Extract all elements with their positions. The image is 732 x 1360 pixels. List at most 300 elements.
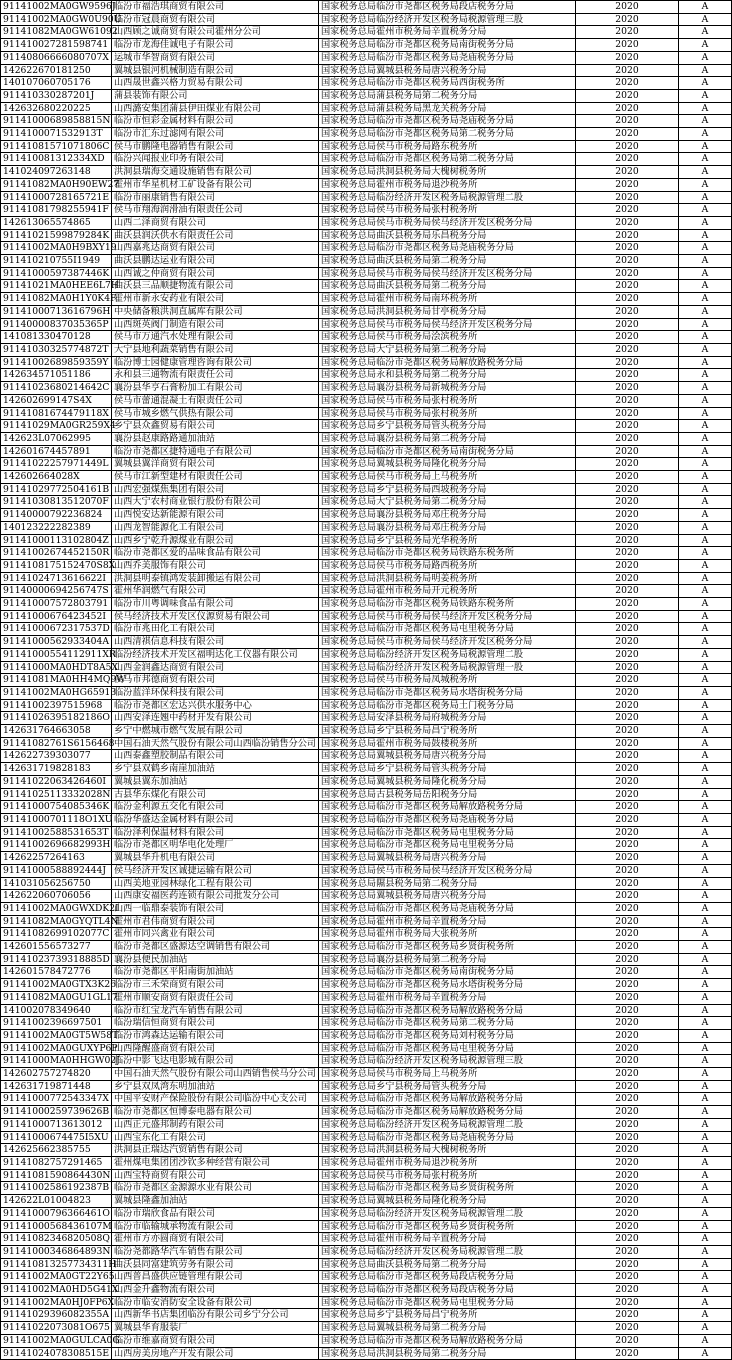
table-row xyxy=(1,242,732,255)
company-name-cell: 临汾市尧都区恒博泰电器有限公司 xyxy=(112,1106,319,1119)
table-row xyxy=(1,699,732,712)
rating-cell: A xyxy=(679,255,732,268)
table-row xyxy=(1,877,732,890)
company-name-cell: 临汾市丽康销售有限公司 xyxy=(112,191,319,204)
year-cell: 2020 xyxy=(576,1245,679,1258)
year-cell: 2020 xyxy=(576,509,679,522)
company-name-cell: 中国石油天然气股份有限公司山西临汾销售分公司 xyxy=(112,737,319,750)
rating-cell: A xyxy=(679,140,732,153)
tax-authority-cell: 国家税务总局乡宁县税务局管头税务分局 xyxy=(319,1080,576,1093)
tax-authority-cell: 国家税务总局霍州市税务局辛置税务分局 xyxy=(319,26,576,39)
tax-authority-cell: 国家税务总局临汾市尧都区税务局水塔街税务分局 xyxy=(319,979,576,992)
taxpayer-id-cell: 91141029396082355A xyxy=(1,1309,112,1322)
year-cell: 2020 xyxy=(576,775,679,788)
year-cell: 2020 xyxy=(576,814,679,827)
tax-authority-cell: 国家税务总局临汾经济开发区税务局税源管理二股 xyxy=(319,1207,576,1220)
year-cell: 2020 xyxy=(576,204,679,217)
year-cell: 2020 xyxy=(576,623,679,636)
tax-authority-cell: 国家税务总局大宁县税务局第二税务分局 xyxy=(319,496,576,509)
taxpayer-id-cell: 91141000672317537D xyxy=(1,623,112,636)
tax-authority-cell: 国家税务总局大宁县税务局第二税务分局 xyxy=(319,343,576,356)
taxpayer-id-cell: 91141002MA0GT22Y65 xyxy=(1,1271,112,1284)
taxpayer-id-cell: 91141022063426460I xyxy=(1,775,112,788)
taxpayer-id-cell: 91140000694256747S xyxy=(1,585,112,598)
tax-authority-cell: 国家税务总局曲沃县税务局第二税务分局 xyxy=(319,255,576,268)
tax-authority-cell: 国家税务总局洪洞县税务局大槐树税务所 xyxy=(319,1144,576,1157)
tax-authority-cell: 国家税务总局临汾经济开发区税务局税源管理三股 xyxy=(319,13,576,26)
rating-cell: A xyxy=(679,966,732,979)
table-row xyxy=(1,280,732,293)
company-name-cell: 山西宏强煤焦集团有限公司 xyxy=(112,483,319,496)
rating-cell: A xyxy=(679,1245,732,1258)
taxpayer-id-cell: 91141029MA0GR259X4 xyxy=(1,420,112,433)
taxpayer-id-cell: 91141000676423452I xyxy=(1,610,112,623)
taxpayer-id-cell: 91141002MA0H9BXY19 xyxy=(1,242,112,255)
company-name-cell: 临汾经济技术开发区福明达化工仪器有限公司 xyxy=(112,648,319,661)
company-name-cell: 临汾市红宝龙汽车销售有限公司 xyxy=(112,1004,319,1017)
tax-authority-cell: 国家税务总局侯马市税务局上马税务所 xyxy=(319,1068,576,1081)
company-name-cell: 翼城县翼东加油站 xyxy=(112,775,319,788)
tax-authority-cell: 国家税务总局蒲县税务局第二税务分局 xyxy=(319,89,576,102)
company-name-cell: 乡宁县众鑫贸易有限公司 xyxy=(112,420,319,433)
rating-cell: A xyxy=(679,1182,732,1195)
table-row xyxy=(1,775,732,788)
taxpayer-id-cell: 91141000772543347X xyxy=(1,1093,112,1106)
taxpayer-id-cell: 91141000259739626B xyxy=(1,1106,112,1119)
year-cell: 2020 xyxy=(576,445,679,458)
year-cell: 2020 xyxy=(576,26,679,39)
tax-authority-cell: 国家税务总局古县税务局岳阳税务分局 xyxy=(319,788,576,801)
taxpayer-id-cell: 140107060705176 xyxy=(1,77,112,90)
company-name-cell: 洪洞县正瑞达汽贸销售有限公司 xyxy=(112,1144,319,1157)
table-row xyxy=(1,356,732,369)
rating-cell: A xyxy=(679,941,732,954)
table-row xyxy=(1,1195,732,1208)
rating-cell: A xyxy=(679,572,732,585)
tax-authority-cell: 国家税务总局临汾市尧都区税务局水塔街税务分局 xyxy=(319,686,576,699)
tax-authority-cell: 国家税务总局翼城县税务局唐兴税务分局 xyxy=(319,64,576,77)
taxpayer-id-cell: 91141022073081O675 xyxy=(1,1322,112,1335)
year-cell: 2020 xyxy=(576,1207,679,1220)
taxpayer-id-cell: 142623L07062995 xyxy=(1,432,112,445)
table-row xyxy=(1,725,732,738)
rating-cell: A xyxy=(679,737,732,750)
tax-authority-cell: 国家税务总局侯马市税务局侯马经济开发区税务分局 xyxy=(319,216,576,229)
year-cell: 2020 xyxy=(576,242,679,255)
rating-cell: A xyxy=(679,801,732,814)
rating-cell: A xyxy=(679,991,732,1004)
company-name-cell: 临汾市尧都区捷特通电子有限公司 xyxy=(112,445,319,458)
rating-cell: A xyxy=(679,788,732,801)
year-cell: 2020 xyxy=(576,877,679,890)
tax-authority-cell: 国家税务总局临汾市尧都区税务局屯里税务分局 xyxy=(319,826,576,839)
table-row xyxy=(1,255,732,268)
taxpayer-id-cell: 91141002MA0GT5W58T xyxy=(1,1029,112,1042)
taxpayer-id-cell: 91141082MA0GW61092 xyxy=(1,26,112,39)
taxpayer-id-cell: 91141000113102804Z xyxy=(1,534,112,547)
rating-cell: A xyxy=(679,166,732,179)
table-row xyxy=(1,1055,732,1068)
tax-authority-cell: 国家税务总局临汾市尧都区税务局刘村税务分局 xyxy=(319,1029,576,1042)
rating-cell: A xyxy=(679,1322,732,1335)
taxpayer-id-cell: 91141024713616622I xyxy=(1,572,112,585)
rating-cell: A xyxy=(679,356,732,369)
taxpayer-id-cell: 91141082761S6156468 xyxy=(1,737,112,750)
table-row xyxy=(1,293,732,306)
year-cell: 2020 xyxy=(576,267,679,280)
rating-cell: A xyxy=(679,1,732,14)
year-cell: 2020 xyxy=(576,534,679,547)
company-name-cell: 侯马市万通汽水处理有限公司 xyxy=(112,331,319,344)
tax-authority-cell: 国家税务总局侯马市税务局张村税务所 xyxy=(319,407,576,420)
year-cell: 2020 xyxy=(576,801,679,814)
taxpayer-id-cell: 91141002MA0HD5G41X xyxy=(1,1284,112,1297)
year-cell: 2020 xyxy=(576,788,679,801)
year-cell: 2020 xyxy=(576,1309,679,1322)
company-name-cell: 翼城县翼洋商贸有限公司 xyxy=(112,458,319,471)
year-cell: 2020 xyxy=(576,1156,679,1169)
company-name-cell: 侯马经济开发区诚捷运输有限公司 xyxy=(112,864,319,877)
taxpayer-id-cell: 142601674457891 xyxy=(1,445,112,458)
taxpayer-id-cell: 91141000MA0HDT8A5X xyxy=(1,661,112,674)
rating-cell: A xyxy=(679,229,732,242)
tax-authority-cell: 国家税务总局侯马市税务局凤城税务所 xyxy=(319,674,576,687)
rating-cell: A xyxy=(679,750,732,763)
taxpayer-id-cell: 91141000713616796H xyxy=(1,305,112,318)
table-row xyxy=(1,852,732,865)
company-name-cell: 山西清祺信息科技有限公司 xyxy=(112,636,319,649)
taxpayer-id-cell: 91141082757291465 xyxy=(1,1156,112,1169)
company-name-cell: 侯马经济技术开发区仪源贸易有限公司 xyxy=(112,610,319,623)
company-name-cell: 山西悦安达新能源有限公司 xyxy=(112,509,319,522)
tax-authority-cell: 国家税务总局蒲县税务局黑龙关税务分局 xyxy=(319,102,576,115)
tax-authority-cell: 国家税务总局临汾市尧都区税务局解放路税务分局 xyxy=(319,1106,576,1119)
taxpayer-id-cell: 91141000346864893N xyxy=(1,1245,112,1258)
tax-authority-cell: 国家税务总局临汾市尧都区税务局尧庙税务分局 xyxy=(319,814,576,827)
rating-cell: A xyxy=(679,1195,732,1208)
year-cell: 2020 xyxy=(576,915,679,928)
table-row xyxy=(1,51,732,64)
year-cell: 2020 xyxy=(576,1322,679,1335)
rating-cell: A xyxy=(679,1233,732,1246)
rating-cell: A xyxy=(679,471,732,484)
company-name-cell: 山西普昌盛供应链管理有限公司 xyxy=(112,1271,319,1284)
rating-cell: A xyxy=(679,1055,732,1068)
company-name-cell: 临汾市尧都区金源源水业有限公司 xyxy=(112,1182,319,1195)
year-cell: 2020 xyxy=(576,1118,679,1131)
company-name-cell: 山西金升鑫物流有限公司 xyxy=(112,1284,319,1297)
rating-cell: A xyxy=(679,598,732,611)
company-name-cell: 中央储备粮洪洞直属库有限公司 xyxy=(112,305,319,318)
tax-authority-cell: 国家税务总局临汾市尧都区税务局屯里税务分局 xyxy=(319,1042,576,1055)
table-row xyxy=(1,191,732,204)
company-name-cell: 中国石油天然气股份有限公司山西销售侯马分公司 xyxy=(112,1068,319,1081)
rating-cell: A xyxy=(679,305,732,318)
taxpayer-id-cell: 91141000796366461O xyxy=(1,1207,112,1220)
year-cell: 2020 xyxy=(576,191,679,204)
taxpayer-id-cell: 91141002586192387B xyxy=(1,1182,112,1195)
company-name-cell: 霍州市顺安商贸有限责任公司 xyxy=(112,991,319,1004)
year-cell: 2020 xyxy=(576,280,679,293)
tax-authority-cell: 国家税务总局临汾市尧都区税务局乡贤街税务所 xyxy=(319,1182,576,1195)
company-name-cell: 襄汾县便民加油站 xyxy=(112,953,319,966)
rating-cell: A xyxy=(679,1284,732,1297)
tax-authority-cell: 国家税务总局翼城县税务局唐兴税务分局 xyxy=(319,852,576,865)
table-row xyxy=(1,915,732,928)
taxpayer-id-cell: 91141000MA0HHGW02J xyxy=(1,1055,112,1068)
year-cell: 2020 xyxy=(576,102,679,115)
year-cell: 2020 xyxy=(576,1106,679,1119)
table-row xyxy=(1,445,732,458)
company-name-cell: 洪洞县瑞海交通设施销售有限公司 xyxy=(112,166,319,179)
year-cell: 2020 xyxy=(576,763,679,776)
table-row xyxy=(1,1220,732,1233)
year-cell: 2020 xyxy=(576,1080,679,1093)
company-name-cell: 临汾金利源五交化有限公司 xyxy=(112,801,319,814)
taxpayer-id-cell: 91141002MA0HG65913 xyxy=(1,686,112,699)
company-name-cell: 山西康安福医药连锁有限公司批发分公司 xyxy=(112,890,319,903)
table-row xyxy=(1,267,732,280)
year-cell: 2020 xyxy=(576,737,679,750)
year-cell: 2020 xyxy=(576,39,679,52)
company-name-cell: 临汾市川粤调味食品有限公司 xyxy=(112,598,319,611)
rating-cell: A xyxy=(679,89,732,102)
tax-authority-cell: 国家税务总局襄汾县税务局第二税务分局 xyxy=(319,953,576,966)
tax-authority-cell: 国家税务总局临汾市尧都区税务局土门税务分局 xyxy=(319,699,576,712)
company-name-cell: 霍州市方亦圆商贸有限公司 xyxy=(112,1233,319,1246)
company-name-cell: 山西一临鼎泰装饰有限公司 xyxy=(112,902,319,915)
taxpayer-id-cell: 911410813257734311H xyxy=(1,1258,112,1271)
year-cell: 2020 xyxy=(576,51,679,64)
year-cell: 2020 xyxy=(576,572,679,585)
company-name-cell: 乡宁县双凤湾东明加油站 xyxy=(112,1080,319,1093)
table-row xyxy=(1,432,732,445)
year-cell: 2020 xyxy=(576,216,679,229)
year-cell: 2020 xyxy=(576,1195,679,1208)
company-name-cell: 翼城县华升机电有限公司 xyxy=(112,852,319,865)
year-cell: 2020 xyxy=(576,128,679,141)
rating-cell: A xyxy=(679,547,732,560)
table-row xyxy=(1,1080,732,1093)
table-row xyxy=(1,1068,732,1081)
company-name-cell: 临汾市鸿森达运输有限公司 xyxy=(112,1029,319,1042)
table-row xyxy=(1,77,732,90)
year-cell: 2020 xyxy=(576,839,679,852)
company-name-cell: 临汾蓝洋环保科技有限公司 xyxy=(112,686,319,699)
tax-authority-cell: 国家税务总局临汾市尧都区税务局解放路税务分局 xyxy=(319,801,576,814)
tax-authority-cell: 国家税务总局侯马市税务局侯马经济开发区税务分局 xyxy=(319,610,576,623)
year-cell: 2020 xyxy=(576,648,679,661)
taxpayer-id-cell: 91141023739318885D xyxy=(1,953,112,966)
rating-cell: A xyxy=(679,445,732,458)
company-name-cell: 山西乡宁乾升源煤业有限公司 xyxy=(112,534,319,547)
year-cell: 2020 xyxy=(576,1347,679,1360)
company-name-cell: 侯马市城乡燃气供热有限公司 xyxy=(112,407,319,420)
rating-cell: A xyxy=(679,318,732,331)
tax-authority-cell: 国家税务总局临汾市尧都区税务局尧庙税务分局 xyxy=(319,51,576,64)
tax-authority-cell: 国家税务总局侯马市税务局侯马经济开发区税务分局 xyxy=(319,267,576,280)
table-row xyxy=(1,814,732,827)
year-cell: 2020 xyxy=(576,382,679,395)
tax-authority-cell: 国家税务总局临汾经济开发区税务局税源管理一股 xyxy=(319,661,576,674)
rating-cell: A xyxy=(679,1106,732,1119)
rating-cell: A xyxy=(679,369,732,382)
rating-cell: A xyxy=(679,394,732,407)
year-cell: 2020 xyxy=(576,293,679,306)
tax-authority-cell: 国家税务总局临汾市尧都区税务局屯里税务分局 xyxy=(319,623,576,636)
tax-authority-cell: 国家税务总局临汾经济开发区税务局税源管理三股 xyxy=(319,1055,576,1068)
company-name-cell: 山西斑英阀门制造有限公司 xyxy=(112,318,319,331)
company-name-cell: 霍州华润燃气有限公司 xyxy=(112,585,319,598)
table-row xyxy=(1,1,732,14)
year-cell: 2020 xyxy=(576,712,679,725)
year-cell: 2020 xyxy=(576,305,679,318)
rating-cell: A xyxy=(679,115,732,128)
tax-authority-cell: 国家税务总局隰县税务局第二税务分局 xyxy=(319,877,576,890)
table-row xyxy=(1,1017,732,1030)
table-row xyxy=(1,204,732,217)
tax-authority-cell: 国家税务总局襄汾县税务局邓庄税务分局 xyxy=(319,509,576,522)
year-cell: 2020 xyxy=(576,1182,679,1195)
table-row xyxy=(1,39,732,52)
company-name-cell: 霍州煤电集团团沙钦多种经营有限公司 xyxy=(112,1156,319,1169)
taxpayer-id-cell: 91141002674452150R xyxy=(1,547,112,560)
rating-cell: A xyxy=(679,1309,732,1322)
company-name-cell: 临汾市三禾荣商贸有限公司 xyxy=(112,979,319,992)
rating-cell: A xyxy=(679,216,732,229)
year-cell: 2020 xyxy=(576,1068,679,1081)
year-cell: 2020 xyxy=(576,1093,679,1106)
company-name-cell: 中国平安财产保险股份有限公司临汾中心支公司 xyxy=(112,1093,319,1106)
taxpayer-id-cell: 91141000597387446K xyxy=(1,267,112,280)
year-cell: 2020 xyxy=(576,928,679,941)
company-name-cell: 临汾中影飞达电影城有限公司 xyxy=(112,1055,319,1068)
table-row xyxy=(1,750,732,763)
table-row xyxy=(1,382,732,395)
tax-authority-cell: 国家税务总局霍州市税务局辛置税务分局 xyxy=(319,1233,576,1246)
tax-authority-cell: 国家税务总局侯马市税务局张村税务所 xyxy=(319,1169,576,1182)
year-cell: 2020 xyxy=(576,826,679,839)
tax-authority-cell: 国家税务总局乡宁县税务局管头税务分局 xyxy=(319,763,576,776)
taxpayer-id-cell: 142625662385755 xyxy=(1,1144,112,1157)
tax-authority-cell: 国家税务总局洪洞县税务局甘亭税务分局 xyxy=(319,305,576,318)
rating-cell: A xyxy=(679,725,732,738)
table-row xyxy=(1,547,732,560)
tax-authority-cell: 国家税务总局霍州市税务局鼓楼税务所 xyxy=(319,737,576,750)
rating-cell: A xyxy=(679,1093,732,1106)
taxpayer-id-cell: 91141030325774872T xyxy=(1,343,112,356)
table-row xyxy=(1,788,732,801)
taxpayer-id-cell: 91141000562933404A xyxy=(1,636,112,649)
year-cell: 2020 xyxy=(576,496,679,509)
table-row xyxy=(1,953,732,966)
tax-authority-cell: 国家税务总局侯马市税务局张村税务所 xyxy=(319,204,576,217)
taxpayer-id-cell: 91141081571071806C xyxy=(1,140,112,153)
table-row xyxy=(1,1258,732,1271)
tax-authority-cell: 国家税务总局临汾经济开发区税务局税源管理二股 xyxy=(319,1245,576,1258)
rating-cell: A xyxy=(679,979,732,992)
table-row xyxy=(1,166,732,179)
table-row xyxy=(1,1233,732,1246)
taxpayer-id-cell: 142622739303077 xyxy=(1,750,112,763)
year-cell: 2020 xyxy=(576,89,679,102)
rating-cell: A xyxy=(679,559,732,572)
rating-cell: A xyxy=(679,509,732,522)
tax-authority-cell: 国家税务总局临汾市尧都区税务局第二税务分局 xyxy=(319,1017,576,1030)
tax-authority-cell: 国家税务总局曲沃县税务局第二税务分局 xyxy=(319,280,576,293)
rating-cell: A xyxy=(679,420,732,433)
company-name-cell: 山西诚之仲商贸有限公司 xyxy=(112,267,319,280)
rating-cell: A xyxy=(679,686,732,699)
tax-authority-cell: 国家税务总局临汾市尧都区税务局西街税务所 xyxy=(319,77,576,90)
table-row xyxy=(1,458,732,471)
company-name-cell: 侯马市鹏隆电器销售有限公司 xyxy=(112,140,319,153)
table-row xyxy=(1,471,732,484)
company-name-cell: 山西正元盛邦制药有限公司 xyxy=(112,1118,319,1131)
tax-authority-cell: 国家税务总局乡宁县税务局昌宁税务所 xyxy=(319,725,576,738)
company-name-cell: 临汾博士园健康管理咨询有限公司 xyxy=(112,356,319,369)
year-cell: 2020 xyxy=(576,966,679,979)
year-cell: 2020 xyxy=(576,420,679,433)
company-name-cell: 临汾市冠晨商贸有限公司 xyxy=(112,13,319,26)
year-cell: 2020 xyxy=(576,1144,679,1157)
tax-authority-cell: 国家税务总局乡宁县税务局昌宁税务所 xyxy=(319,1309,576,1322)
taxpayer-id-cell: 91141002689859359Y xyxy=(1,356,112,369)
taxpayer-id-cell: 14262257264163 xyxy=(1,852,112,865)
year-cell: 2020 xyxy=(576,598,679,611)
company-name-cell: 大宁县地利蔬菜销售有限公司 xyxy=(112,343,319,356)
table-row xyxy=(1,966,732,979)
company-name-cell: 乡宁县双鹤乡南崖加油站 xyxy=(112,763,319,776)
tax-authority-cell: 国家税务总局霍州市税务局大张税务所 xyxy=(319,928,576,941)
tax-authority-cell: 国家税务总局临汾市尧都区税务局解放路税务分局 xyxy=(319,356,576,369)
table-row xyxy=(1,89,732,102)
taxpayer-id-cell: 142632680220225 xyxy=(1,102,112,115)
year-cell: 2020 xyxy=(576,953,679,966)
company-name-cell: 山西房美房地产开发有限公司 xyxy=(112,1347,319,1360)
year-cell: 2020 xyxy=(576,686,679,699)
table-row xyxy=(1,331,732,344)
table-row xyxy=(1,1309,732,1322)
year-cell: 2020 xyxy=(576,1004,679,1017)
taxpayer-id-cell: 91141025113332028N xyxy=(1,788,112,801)
rating-cell: A xyxy=(679,1220,732,1233)
tax-authority-cell: 国家税务总局乡宁县税务局光华税务所 xyxy=(319,534,576,547)
company-name-cell: 曲沃县鹏达运业有限公司 xyxy=(112,255,319,268)
tax-authority-cell: 国家税务总局霍州市税务局南环税务所 xyxy=(319,293,576,306)
company-name-cell: 曲沃县同富建筑劳务有限公司 xyxy=(112,1258,319,1271)
year-cell: 2020 xyxy=(576,471,679,484)
taxpayer-id-cell: 142631719871448 xyxy=(1,1080,112,1093)
tax-authority-cell: 国家税务总局翼城县税务局唐兴税务分局 xyxy=(319,750,576,763)
tax-authority-cell: 国家税务总局临汾经济开发区税务局税源管理二股 xyxy=(319,1118,576,1131)
table-row xyxy=(1,598,732,611)
company-name-cell: 山西潞安集团蒲县伊田煤业有限公司 xyxy=(112,102,319,115)
taxpayer-id-cell: 91141024078308515E xyxy=(1,1347,112,1360)
taxpayer-id-cell: 91141082MA0H1Y0K4F xyxy=(1,293,112,306)
table-row xyxy=(1,153,732,166)
table-row xyxy=(1,1042,732,1055)
tax-authority-cell: 国家税务总局翼城县税务局第二税务分局 xyxy=(319,1322,576,1335)
tax-authority-cell: 国家税务总局临汾市尧都区税务局段店税务分局 xyxy=(319,1271,576,1284)
rating-cell: A xyxy=(679,610,732,623)
year-cell: 2020 xyxy=(576,1220,679,1233)
table-row xyxy=(1,140,732,153)
rating-cell: A xyxy=(679,890,732,903)
tax-authority-cell: 国家税务总局临汾市尧都区税务局尧庙税务分局 xyxy=(319,902,576,915)
year-cell: 2020 xyxy=(576,178,679,191)
rating-cell: A xyxy=(679,280,732,293)
